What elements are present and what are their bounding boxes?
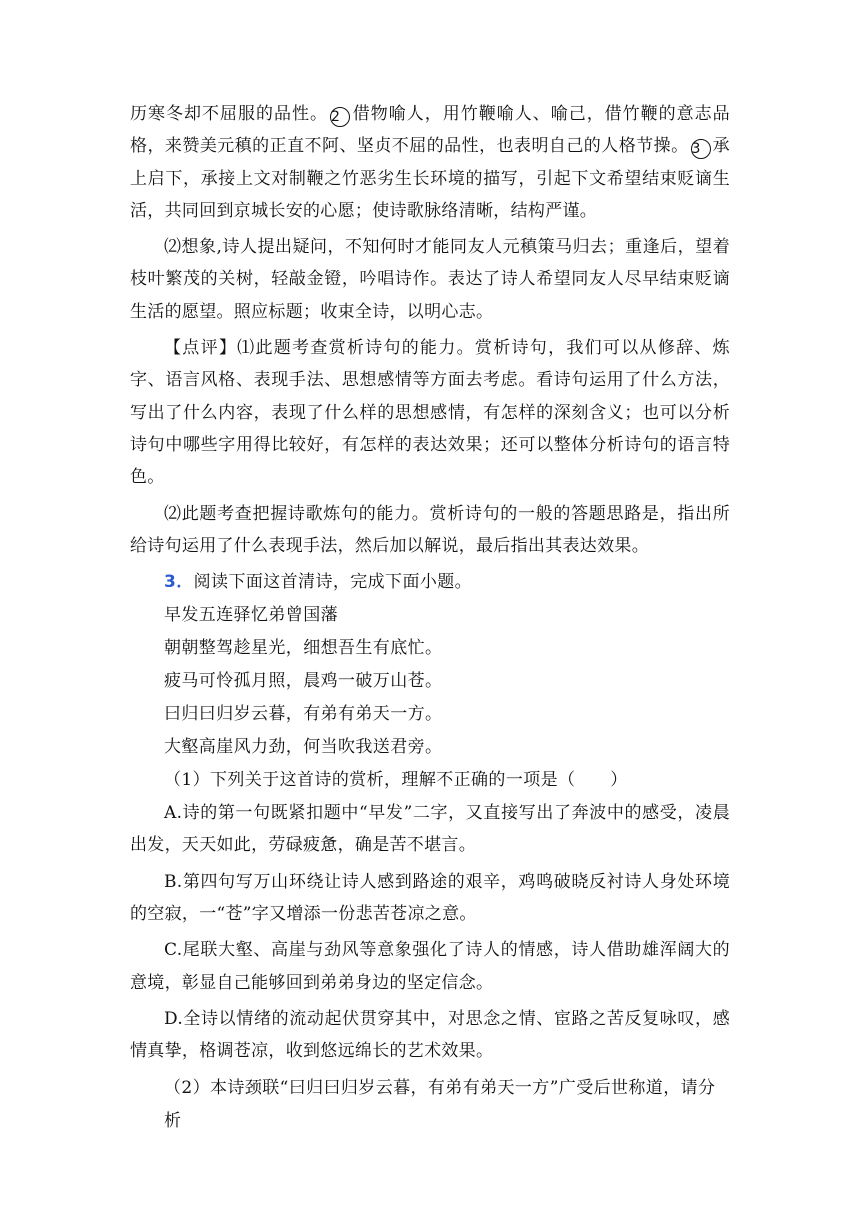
answer-text-part-b: 借物喻人，用竹鞭喻人、喻己，借竹鞭的意志品格，来赞美元稹的正直不阿、坚贞不屈的品性，也表明自己的人格节操。 xyxy=(130,104,730,157)
option-d: D.全诗以情绪的流动起伏贯穿其中，对思念之情、宦路之苦反复咏叹，感情真挚，格调苍凉，收到悠远绵长的艺术效果。 xyxy=(130,1008,730,1062)
question-3-heading xyxy=(130,566,730,599)
option-a: A.诗的第一句既紧扣题中“早发”二字，又直接写出了奔波中的感受，凌晨出发，天天如此，劳碌疲惫，确是苦不堪言。 xyxy=(130,803,730,856)
answer-text-part-c: 承上启下，承接上文对制鞭之竹恶劣生长环境的描写，引起下文希望结束贬谪生活，共同回到京城长安的心愿；使诗歌脉络清晰，结构严谨。 xyxy=(130,136,730,221)
answer-paragraph-2: ⑵想象,诗人提出疑问，不知何时才能同友人元稹策马归去；重逢后，望着枝叶繁茂的关树，轻敲金镫，吟唱诗作。表达了诗人希望同友人尽早结束贬谪生活的愿望。照应标题；收束全诗，以明心志。 xyxy=(130,237,730,322)
option-b: B.第四句写万山环绕让诗人感到路途的艰辛，鸡鸣破晓反衬诗人身处环境的空寂，一“苍”字又增添一份悲苦苍凉之意。 xyxy=(130,871,730,925)
sub-question-2: （2）本诗颈联“曰归曰归岁云暮，有弟有弟天一方”广受后世称道，请分析 xyxy=(164,1077,716,1131)
sub-question-1: （1）下列关于这首诗的赏析，理解不正确的一项是（ ） xyxy=(164,770,628,791)
comment-paragraph-2: ⑵此题考查把握诗歌炼句的能力。赏析诗句的一般的答题思路是，指出所给诗句运用了什么表现手法，然后加以解说，最后指出其表达效果。 xyxy=(130,503,730,556)
answer-text-part-a: 历寒冬却不屈服的品性。 xyxy=(130,104,328,124)
circled-number-3: 3 xyxy=(691,139,711,159)
circled-number-2: 2 xyxy=(330,107,350,127)
answer-paragraph-1 xyxy=(130,98,730,227)
document-body xyxy=(130,98,730,1138)
poem-title: 早发五连驿忆弟曾国藩 xyxy=(164,605,338,626)
poem-line-4: 大壑高崖风力劲，何当吹我送君旁。 xyxy=(164,737,443,758)
option-c: C.尾联大壑、高崖与劲风等意象强化了诗人的情感，诗人借助雄浑阔大的意境，彰显自己能够回到弟弟身边的坚定信念。 xyxy=(130,940,730,993)
question-number: 3． xyxy=(164,572,194,593)
poem-line-2: 疲马可怜孤月照，晨鸡一破万山苍。 xyxy=(164,671,443,692)
poem-line-1: 朝朝整驾趁星光，细想吾生有底忙。 xyxy=(164,638,443,659)
comment-paragraph-1: 【点评】⑴此题考查赏析诗句的能力。赏析诗句，我们可以从修辞、炼字、语言风格、表现手法、思想感情等方面去考虑。看诗句运用了什么方法，写出了什么内容，表现了什么样的思想感情，有怎样的深刻含义；也可以分析诗句中哪些字用得比较好，有怎样的表达效果；还可以整体分析诗句的语言特色。 xyxy=(130,338,730,488)
question-prompt: 阅读下面这首清诗，完成下面小题。 xyxy=(193,572,473,593)
poem-line-3: 曰归曰归岁云暮，有弟有弟天一方。 xyxy=(164,704,443,725)
